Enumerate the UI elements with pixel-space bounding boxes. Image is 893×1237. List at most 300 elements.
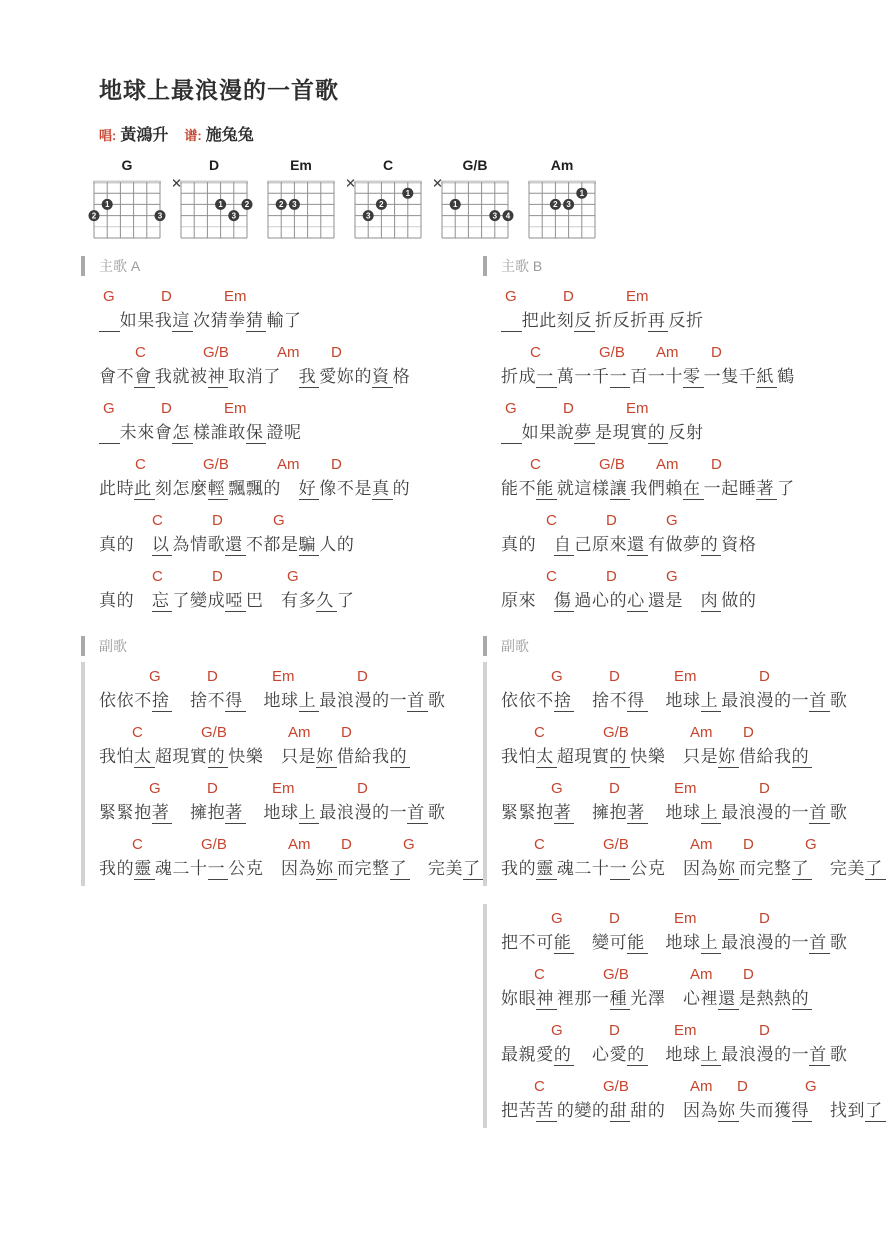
lyric-segment: 妳 [718,859,739,880]
lyric-segment: 真的 [501,535,554,554]
lyric-segment: 地球 [647,691,701,710]
lyric-line [501,534,893,562]
lyric-segment [501,311,522,332]
lyric-segment: 著 [627,803,648,824]
chord-label: C [534,724,545,741]
chord-label: D [609,668,620,685]
lyric-segment: 我就被 [154,367,208,386]
chord-diagram [521,157,603,246]
chord-diagram [260,157,342,246]
chord-label: D [759,1022,770,1039]
chord-row [99,830,491,858]
section-label: 主歌 A [81,256,491,276]
svg-text:2: 2 [379,200,384,210]
chord-diagrams [86,157,603,246]
lyric-segment: 了 [865,859,886,880]
svg-text:3: 3 [492,211,498,221]
lyric-segment: 我怕 [99,747,135,766]
lyric-segment: 上 [701,933,722,954]
lyric-segment [99,311,120,332]
lyric-segment: 依依不 [99,691,152,710]
lyric-segment: 是熱熱 [738,989,792,1008]
lyric-segment: 會 [134,367,155,388]
lyric-segment: 忘 [152,591,173,612]
chord-label: Am [656,456,679,473]
lyric-chord-line [501,394,893,450]
lyric-segment: 公克 因為 [228,859,317,878]
lyric-segment: 反射 [668,423,704,442]
chord-label: D [563,400,574,417]
lyric-segment: 借給我 [336,747,390,766]
lyric-segment: 我的 [99,859,135,878]
muted-string-x-icon [348,180,354,186]
lyric-segment: 我 [299,367,320,388]
chord-label: G/B [203,344,229,361]
lyric-segment: 證呢 [266,423,302,442]
lyric-line [99,478,491,506]
section-label: 主歌 B [483,256,893,276]
lyric-segment: 我的 [501,859,537,878]
lyric-segment: 不都是 [245,535,299,554]
chord-row [501,562,893,590]
lyric-segment: 最浪漫的一 [319,803,408,822]
lyric-segment: 一 [208,859,229,880]
svg-text:4: 4 [505,211,511,221]
chord-label: D [331,344,342,361]
lyric-segment: 如果說 [521,423,575,442]
lyric-line [501,422,893,450]
muted-string-x-icon [435,180,441,186]
chord-label: D [609,1022,620,1039]
lyric-segment: 做的 [721,591,757,610]
lyric-line [501,932,893,960]
muted-string-x-icon [174,180,180,186]
chord-row [501,506,893,534]
credit-tab-label: 谱: [184,128,202,143]
chord-label: G/B [599,456,625,473]
lyric-segment: 取消了 [228,367,299,386]
lyric-segment: 能 [536,479,557,500]
lyric-line [99,802,491,830]
column-right [501,256,893,1128]
chord-label: G [149,780,161,797]
chord-label: G [551,780,563,797]
chord-label: Em [224,400,247,417]
chord-diagram-grid [521,175,603,241]
lyric-line [99,858,491,886]
lyric-segment: 真的 [99,535,152,554]
lyric-chord-line [501,718,893,774]
lyric-segment: 了 [792,859,813,880]
lyric-line [501,746,893,774]
lyric-segment: 歌 [829,803,848,822]
lyric-segment: 地球 [245,691,299,710]
chord-label: C [152,512,163,529]
lyric-segment: 以 [152,535,173,556]
lyric-segment: 著 [554,803,575,824]
lyric-segment: 依依不 [501,691,554,710]
lyric-segment: 神 [208,367,229,388]
lyric-line [99,534,491,562]
svg-text:1: 1 [218,200,223,210]
section [99,636,491,886]
chord-label: Em [224,288,247,305]
lyric-segment: 歌 [829,1045,848,1064]
lyric-segment: 首 [809,691,830,712]
lyric-block [483,904,893,1128]
lyric-segment: 萬一千 [556,367,610,386]
lyric-segment: 首 [407,691,428,712]
lyric-line [99,422,491,450]
lyric-segment: 傷 [554,591,575,612]
chord-label: G/B [603,1078,629,1095]
chord-label: G/B [201,724,227,741]
chord-label: C [546,512,557,529]
lyric-line [501,478,893,506]
lyric-segment: 紙 [756,367,777,388]
lyric-line [99,366,491,394]
chord-diagram-name: C [382,157,394,173]
lyric-segment: 自 [554,535,575,556]
lyric-segment: 輸了 [266,311,302,330]
lyric-segment: 折成 [501,367,537,386]
lyric-chord-line [501,774,893,830]
lyric-block [483,662,893,886]
chord-label: G/B [599,344,625,361]
lyric-line [501,690,893,718]
chord-label: D [331,456,342,473]
lyric-segment: 最浪漫的一 [721,803,810,822]
chord-label: Em [272,780,295,797]
svg-text:3: 3 [157,211,163,221]
chord-diagram [434,157,516,246]
lyric-segment: 超現實 [556,747,610,766]
chord-label: G [551,668,563,685]
lyric-segment: 猜 [246,311,267,332]
chord-label: C [534,966,545,983]
lyric-segment: 靈 [536,859,557,880]
chord-label: Em [272,668,295,685]
lyric-chord-line [501,830,893,886]
chord-diagram-grid [86,175,168,241]
lyric-segment: 的 [701,535,722,556]
chord-label: D [743,836,754,853]
lyric-segment: 甜的 因為 [630,1101,719,1120]
chord-label: Am [690,836,713,853]
lyric-segment: 騙 [299,535,320,556]
lyric-segment: 完美 [812,859,866,878]
lyric-segment: 原來 [501,591,554,610]
lyric-segment: 這 [172,311,193,332]
lyric-chord-line [501,282,893,338]
lyric-segment: 零 [683,367,704,388]
chord-row [99,774,491,802]
svg-text:3: 3 [292,200,297,210]
lyric-segment: 妳 [316,747,337,768]
lyric-segment: 鶴 [777,367,795,386]
lyric-segment: 的 [792,747,813,768]
lyric-segment: 真的 [99,591,152,610]
lyric-segment: 種 [610,989,631,1010]
chord-row [99,338,491,366]
lyric-block [501,282,893,618]
chord-row [99,662,491,690]
section-label: 副歌 [81,636,491,656]
chord-label: D [609,780,620,797]
chord-label: Am [277,344,300,361]
lyric-line [99,310,491,338]
lyric-chord-line [99,562,491,618]
lyric-segment: 的 [610,747,631,768]
lyric-chord-line [99,830,491,886]
svg-text:1: 1 [452,200,458,210]
lyric-segment: 找到 [812,1101,866,1120]
chord-diagram [86,157,168,246]
section [99,256,491,618]
lyric-segment: 一隻千 [703,367,757,386]
chord-label: Em [674,668,697,685]
lyric-segment: 讓 [610,479,631,500]
lyric-segment: 超現實 [154,747,208,766]
lyric-segment: 飄飄的 [228,479,299,498]
lyric-segment: 上 [701,691,722,712]
lyric-segment: 還 [718,989,739,1010]
lyric-chord-line [501,904,893,960]
credit-sing-label: 唱: [99,128,117,143]
chord-diagram [347,157,429,246]
lyric-segment: 一 [536,367,557,388]
lyric-segment: 次猜拳 [193,311,246,330]
lyric-segment: 像不是 [319,479,373,498]
lyric-segment: 過心的 [574,591,628,610]
chord-label: Em [674,1022,697,1039]
lyric-chord-line [501,506,893,562]
lyric-chord-line [501,1072,893,1128]
section-label: 副歌 [483,636,893,656]
chord-label: G [805,836,817,853]
lyric-segment: 就這樣 [556,479,610,498]
lyric-segment: 好 [299,479,320,500]
chord-diagram-grid [260,175,342,241]
chord-label: G/B [603,724,629,741]
lyric-segment: 心愛 [574,1045,628,1064]
chord-label: G [666,568,678,585]
chord-label: Am [277,456,300,473]
lyric-segment: 保 [246,423,267,444]
lyric-segment: 在 [683,479,704,500]
lyric-segment: 妳 [316,859,337,880]
lyric-chord-line [99,338,491,394]
lyric-segment [501,423,522,444]
chord-label: G [103,288,115,305]
chord-label: G/B [203,456,229,473]
lyric-segment: 格 [392,367,411,386]
chord-row [501,774,893,802]
lyric-segment: 把此刻 [521,311,575,330]
lyric-segment: 我們賴 [630,479,684,498]
lyric-segment: 最浪漫的一 [721,1045,810,1064]
lyric-segment: 神 [536,989,557,1010]
lyric-segment: 的 [648,423,669,444]
lyric-segment: 擁抱 [574,803,628,822]
chord-label: G [505,400,517,417]
chord-label: G [551,1022,563,1039]
chord-row [501,394,893,422]
chord-label: D [609,910,620,927]
chord-label: G [287,568,299,585]
chord-label: Em [626,400,649,417]
lyric-segment: 而完整 [336,859,390,878]
lyric-segment: 魂二十 [154,859,208,878]
chord-label: C [530,456,541,473]
chord-row [501,1016,893,1044]
chord-label: D [161,288,172,305]
lyric-segment: 緊緊抱 [501,803,554,822]
lyric-segment: 歌 [427,691,446,710]
lyric-segment: 了變成 [172,591,226,610]
lyric-segment: 著 [225,803,246,824]
lyric-segment: 是現實 [595,423,648,442]
svg-text:2: 2 [553,200,558,210]
lyric-segment: 會不 [99,367,135,386]
page-title: 地球上最浪漫的一首歌 [99,78,339,103]
lyric-segment: 緊緊抱 [99,803,152,822]
lyric-segment: 還 [225,535,246,556]
lyric-segment: 折反折 [595,311,648,330]
chord-label: C [534,836,545,853]
lyric-line [501,366,893,394]
chord-diagram-name: Em [290,157,312,173]
chord-label: C [132,724,143,741]
lyric-segment: 快樂 只是 [228,747,317,766]
lyric-chord-line [99,774,491,830]
svg-text:2: 2 [244,200,250,210]
lyric-segment: 歌 [829,691,848,710]
chord-row [99,562,491,590]
chord-row [501,282,893,310]
lyric-segment: 心 [627,591,648,612]
chord-diagram-name: G/B [462,157,488,173]
chord-label: G/B [603,966,629,983]
lyric-segment: 如果我 [119,311,173,330]
chord-label: G [149,668,161,685]
chord-label: C [534,1078,545,1095]
chord-label: D [563,288,574,305]
lyric-segment: 巴 有多 [245,591,317,610]
lyric-segment: 歌 [829,933,848,952]
chord-label: Em [626,288,649,305]
chord-label: C [132,836,143,853]
lyric-segment: 一 [610,367,631,388]
chord-label: Am [288,724,311,741]
chord-label: D [341,724,352,741]
svg-text:2: 2 [278,200,284,210]
chord-label: Am [690,1078,713,1095]
lyric-chord-line [99,394,491,450]
lyric-segment: 了 [390,859,411,880]
lyric-segment: 捨 [554,691,575,712]
lyric-segment: 的 [792,989,813,1010]
lyric-segment: 久 [316,591,337,612]
lyric-segment: 還是 [647,591,701,610]
lyric-segment: 能 [554,933,575,954]
chord-label: G/B [201,836,227,853]
chord-label: C [152,568,163,585]
chord-label: D [743,724,754,741]
lyric-segment: 首 [407,803,428,824]
lyric-segment: 地球 [245,803,299,822]
lyric-chord-line [501,960,893,1016]
lyric-segment: 夢 [574,423,595,444]
lyric-segment: 資 [372,367,393,388]
lyric-segment: 的 [392,479,411,498]
chord-label: D [357,780,368,797]
lyric-segment [99,423,120,444]
lyric-segment: 太 [134,747,155,768]
lyric-line [501,988,893,1016]
chord-row [99,282,491,310]
lyric-segment: 得 [627,691,648,712]
lyric-segment: 了 [777,479,795,498]
lyric-segment: 資格 [721,535,757,554]
chord-diagram-grid [347,175,429,241]
lyric-segment: 此 [134,479,155,500]
lyric-segment: 了 [336,591,355,610]
lyric-segment: 把苦 [501,1101,537,1120]
lyric-segment: 的 [627,1045,648,1066]
chord-row [501,718,893,746]
lyric-segment: 捨 [152,691,173,712]
lyric-line [501,802,893,830]
chord-row [501,450,893,478]
chord-label: D [711,344,722,361]
lyric-line [501,858,893,886]
chord-label: C [546,568,557,585]
lyric-segment: 的 [554,1045,575,1066]
lyric-segment: 借給我 [738,747,792,766]
lyric-segment: 著 [756,479,777,500]
lyric-segment: 太 [536,747,557,768]
lyric-segment: 最浪漫的一 [721,933,810,952]
lyric-segment: 裡那一 [556,989,610,1008]
lyric-line [99,690,491,718]
lyric-segment: 能 [627,933,648,954]
lyric-segment: 捨不 [574,691,628,710]
chord-label: D [737,1078,748,1095]
lyric-chord-line [501,662,893,718]
lyric-chord-line [501,450,893,506]
chord-label: C [135,344,146,361]
chord-label: C [135,456,146,473]
chord-label: G [273,512,285,529]
lyric-line [501,1100,893,1128]
lyric-segment: 上 [701,1045,722,1066]
lyric-segment: 靈 [134,859,155,880]
chord-label: G [505,288,517,305]
chord-label: Em [674,910,697,927]
chord-label: Am [690,966,713,983]
lyric-segment: 上 [299,803,320,824]
chord-row [99,450,491,478]
lyric-segment: 地球 [647,933,701,952]
chord-label: D [759,910,770,927]
lyric-line [99,590,491,618]
lyric-segment: 的 [390,747,411,768]
lyric-segment: 真 [372,479,393,500]
svg-text:1: 1 [579,189,585,198]
lyric-segment: 變可 [574,933,628,952]
lyric-segment: 了 [463,859,484,880]
